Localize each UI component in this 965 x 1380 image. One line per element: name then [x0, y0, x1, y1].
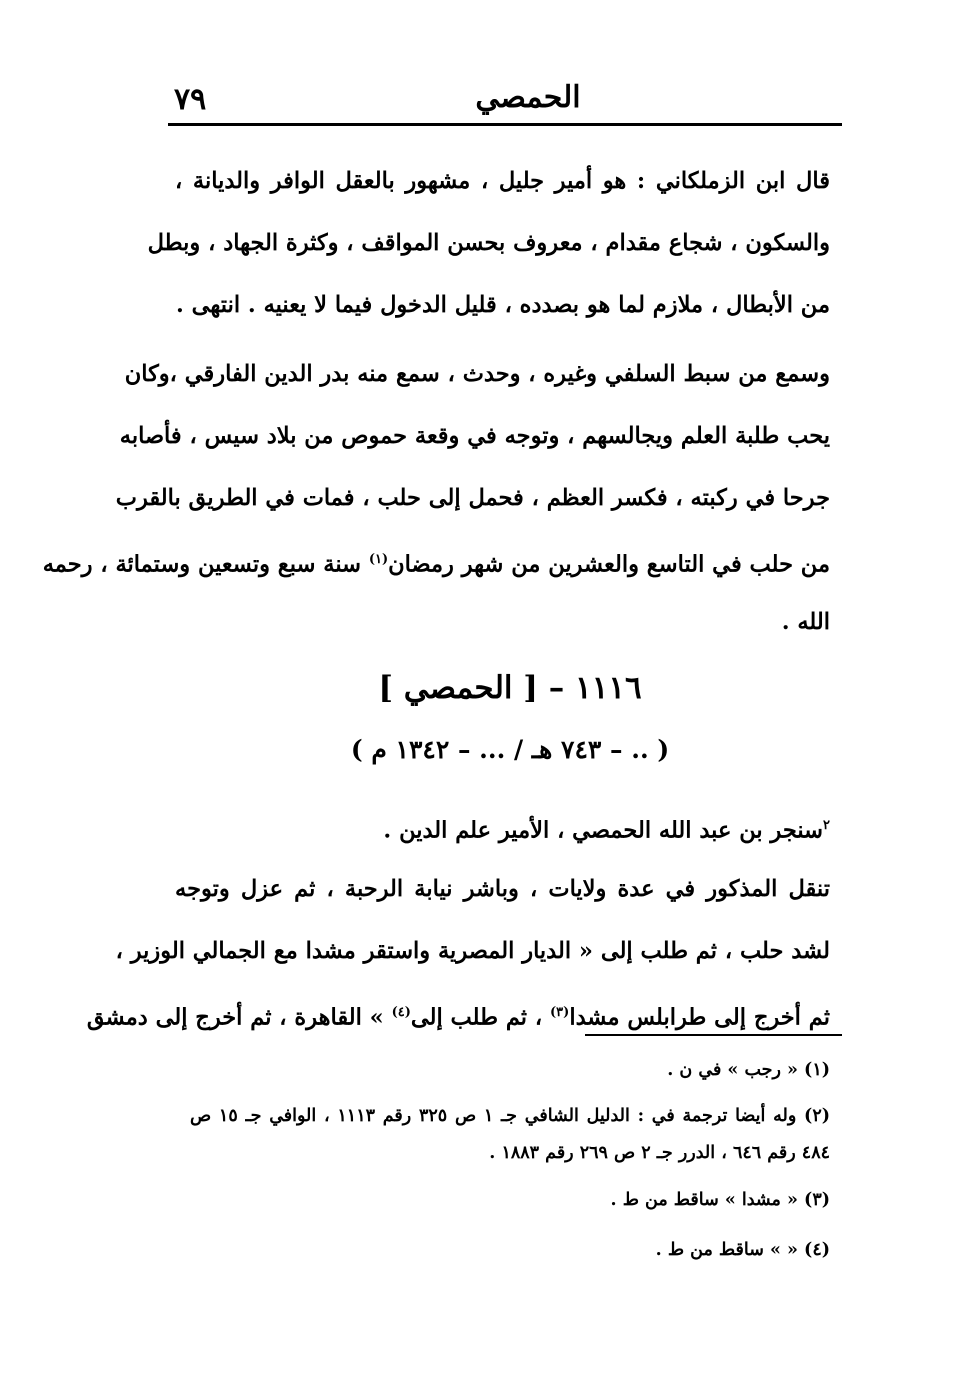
paragraph-1 [147, 150, 830, 336]
text-line: الله . [781, 609, 830, 635]
text-line: جرحا في ركبته ، فكسر العظم ، فحمل إلى حلب ، فمات في الطريق بالقرب [115, 485, 830, 511]
text-line [42, 529, 830, 591]
text-line: من الأبطال ، ملازم لما هو بصدده ، قليل الدخول فيما لا يعنيه . انتهى . [175, 292, 830, 318]
entry-name-text: سنجر بن عبد الله الحمصي ، الأمير علم الدين . [383, 817, 824, 844]
text-line: يحب طلبة العلم ويجالسهم ، وتوجه في وقعة حموص من بلاد سيس ، فأصابه [119, 423, 830, 449]
footnote-3: (٣) « مشدا » ساقط من ط . [610, 1190, 830, 1210]
footnote-ref: (٣) [550, 1005, 570, 1020]
footnote-1: (١) « رجب » في ن . [667, 1060, 830, 1080]
text-line: وسمع من سبط السلفي وغيره ، وحدث ، سمع منه بدر الدين الفارقي ،وكان [124, 361, 830, 387]
paragraph-3 [86, 858, 830, 1044]
footnote-rule [585, 1034, 842, 1036]
entry-name [360, 795, 830, 857]
header-rule [168, 123, 842, 126]
text-line: لشد حلب ، ثم طلب إلى « الديار المصرية واستقر مشدا مع الجمالي الوزير ، [115, 938, 830, 964]
text-segment: ، ثم طلب إلى [410, 1004, 543, 1031]
footnote-ref: (١) [368, 552, 389, 567]
text-line: قال ابن الزملكاني : هو أمير جليل ، مشهور بالعقل الوافر والديانة ، [175, 168, 830, 194]
running-title: الحمصي [475, 80, 581, 115]
text-line: تنقل المذكور في عدة ولايات ، وباشر نيابة الرحبة ، ثم عزل وتوجه [175, 876, 830, 902]
entry-title: ١١١٦ – [ الحمصي ] [378, 670, 642, 706]
footnote-ref: ٢ [823, 818, 830, 833]
footnote-2-line-2: ٤٨٤ رقم ٦٤٦ ، الدرر جـ ٢ ص ٢٦٩ رقم ١٨٨٣ . [489, 1143, 830, 1163]
text-segment: من حلب في التاسع والعشرين من شهر رمضان [388, 551, 830, 578]
footnote-ref: (٤) [391, 1005, 411, 1020]
text-segment: ثم أخرج إلى طرابلس مشدا [569, 1004, 830, 1031]
entry-dates: ( .. – ٧٤٣ هـ / ... – ١٣٤٢ م ) [350, 735, 670, 764]
text-segment: سنة سبع وتسعين وستمائة ، رحمه [42, 551, 361, 578]
paragraph-2 [42, 343, 830, 653]
text-line: والسكون ، شجاع مقدام ، معروف بحسن المواقف ، وكثرة الجهاد ، وبطل [147, 230, 830, 256]
text-segment: » القاهرة ، ثم أخرج إلى دمشق [86, 1004, 384, 1031]
footnote-4: (٤) « » ساقط من ط . [655, 1240, 830, 1260]
page-number: ٧٩ [174, 82, 207, 117]
footnote-2-line-1: (٢) وله أيضا ترجمة في : الدليل الشافي جـ ١ ص ٣٢٥ رقم ١١١٣ ، الوافي جـ ١٥ ص [190, 1106, 830, 1126]
running-header [168, 70, 842, 122]
